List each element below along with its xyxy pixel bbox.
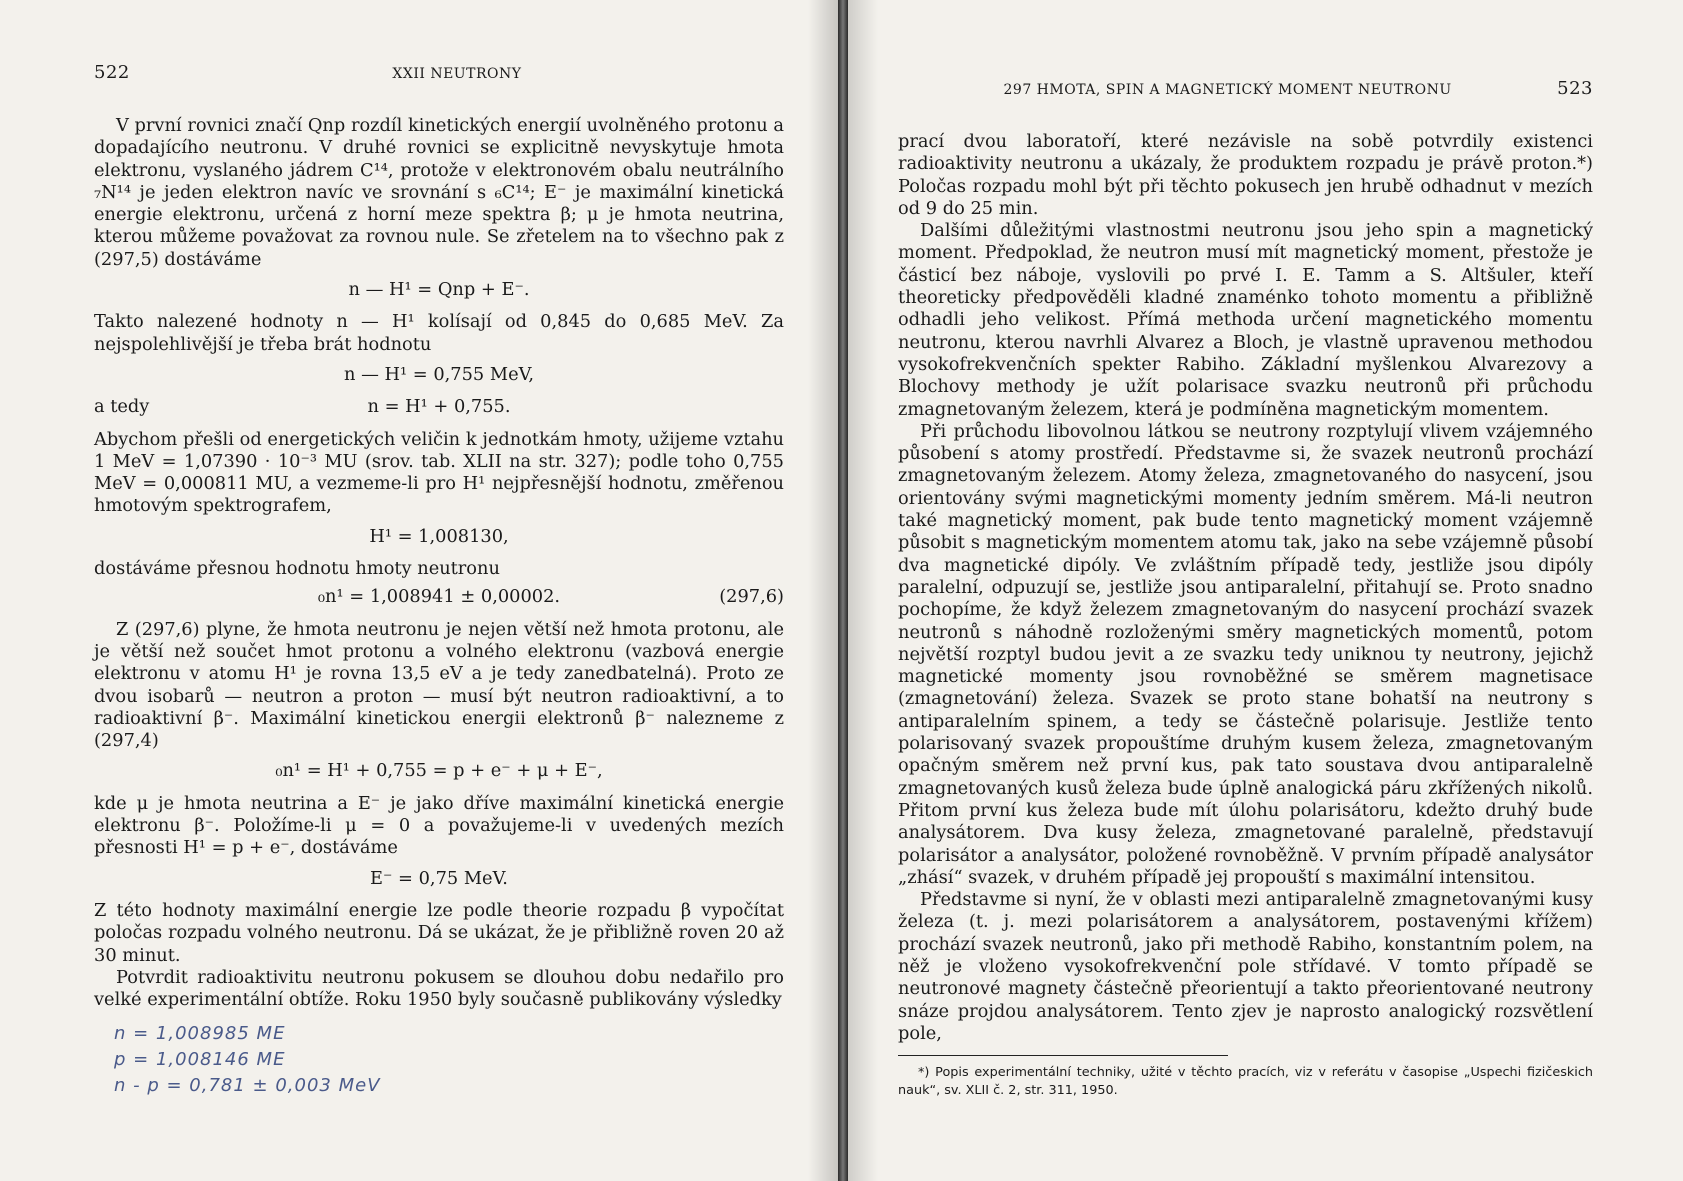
paragraph: Z (297,6) plyne, že hmota neutronu je nejen větší než hmota protonu, ale je větší než součet hmot protonu a volného elektronu (vazbová energie elektronu v atomu H¹ je rovna 13,5 eV a je tedy zanedbatelná). Proto ze dvou isobarů — neutron a proton — musí být neutron radioaktivní, a to radioaktivní β⁻. Maximální kinetickou energii elektronů β⁻ nalezneme z (297,4) — [94, 618, 784, 752]
formula: n = H¹ + 0,755. — [367, 396, 511, 418]
left-page-body — [94, 115, 784, 1011]
paragraph: dostáváme přesnou hodnotu hmoty neutronu — [94, 558, 500, 580]
paragraph: Představme si nyní, že v oblasti mezi antiparalelně zmagnetovanými kusy železa (t. j. mezi polarisátorem a analysátorem, postavenými křížem) prochází svazek neutronů, jako při methodě Rabiho, konstantním polem, na něž je vloženo vysokofrekvenční pole střídavé. V tomto případě se neutronové magnety částečně přeorientují a takto přeorientované neutrony snáze projdou analysátorem. Tento zjev je naprosto analogický rozsvětlení pole, — [898, 889, 1593, 1044]
left-page-header — [94, 62, 784, 83]
right-page-body — [898, 131, 1593, 1045]
right-page-header — [898, 78, 1593, 99]
right-page — [848, 0, 1683, 1181]
book-gutter — [838, 0, 848, 1181]
footnote: *) Popis experimentální techniky, užité v těchto pracích, viz v referátu v časopise „Uspechi fizičeskich nauk“, sv. XLII č. 2, str. 311, 1950. — [898, 1065, 1593, 1099]
paragraph: Potvrdit radioaktivitu neutronu pokusem se dlouhou dobu nedařilo pro velké experimentální obtíže. Roku 1950 byly současně publikovány výsledky — [94, 966, 784, 1011]
running-head: 297 HMOTA, SPIN A MAGNETICKÝ MOMENT NEUTRONU — [1003, 82, 1452, 98]
page-number: 523 — [1557, 78, 1593, 99]
handwritten-notes — [94, 1021, 784, 1099]
paragraph: Z této hodnoty maximální energie lze podle theorie rozpadu β vypočítat poločas rozpadu volného neutronu. Dá se ukázat, že je přibližně roven 20 až 30 minut. — [94, 899, 784, 966]
paragraph: Dalšími důležitými vlastnostmi neutronu jsou jeho spin a magnetický moment. Předpoklad, že neutron musí mít magnetický moment, přestože je částicí bez náboje, vyslovili po prvé I. E. Tamm a S. Altšuler, kteří theoreticky předpověděli kladné znaménko tohoto momentu a přibližně odhadli jeho velikost. Přímá methoda určení magnetického momentu neutronu, kterou navrhli Alvarez a Bloch, je vlastně upravenou methodou vysokofrekvenčních spekter Rabiho. Základní myšlenkou Alvarezovy a Blochovy methody je užít polarisace svazku neutronů při průchodu zmagnetovaným železem, která je podmíněna magnetickým momentem. — [898, 220, 1593, 420]
handwritten-note: n = 1,008985 ME — [114, 1023, 286, 1045]
formula-label: a tedy — [94, 396, 150, 418]
formula: n — H¹ = 0,755 MeV, — [343, 363, 535, 385]
formula-row — [94, 586, 784, 608]
formula: ₀n¹ = H¹ + 0,755 = p + e⁻ + μ + E⁻, — [275, 760, 603, 782]
formula: H¹ = 1,008130, — [369, 525, 509, 547]
page-number: 522 — [94, 62, 130, 83]
paragraph: Takto nalezené hodnoty n — H¹ kolísají od 0,845 do 0,685 MeV. Za nejspolehlivější je třeba brát hodnotu — [94, 311, 784, 355]
left-page — [0, 0, 838, 1181]
footnote-rule — [898, 1055, 1228, 1056]
formula-row — [94, 396, 784, 418]
paragraph: V první rovnici značí Qnp rozdíl kinetických energií uvolněného protonu a dopadajícího neutronu. V druhé rovnici se explicitně nevyskytuje hmota elektronu, vyslaného jádrem C¹⁴, protože v elektronovém obalu neutrálního ₇N¹⁴ je jeden elektron navíc ve srovnání s ₆C¹⁴; E⁻ je maximální kinetická energie elektronu, určená z horní meze spektra β; μ je hmota neutrina, kterou můžeme považovat za rovnou nule. Se zřetelem na to všechno pak z (297,5) dostáváme — [94, 115, 784, 270]
formula: n — H¹ = Qnp + E⁻. — [348, 279, 530, 301]
paragraph: prací dvou laboratoří, které nezávisle na sobě potvrdily existenci radioaktivity neutronu a ukázaly, že produktem rozpadu je právě proton.*) Poločas rozpadu mohl být při těchto pokusech jen hrubě odhadnut v mezích od 9 do 25 min. — [898, 131, 1593, 219]
handwritten-note: p = 1,008146 ME — [114, 1049, 286, 1071]
formula: ₀n¹ = 1,008941 ± 0,00002. — [317, 586, 561, 608]
paragraph: Abychom přešli od energetických veličin k jednotkám hmoty, užijeme vztahu 1 MeV = 1,07390 · 10⁻³ MU (srov. tab. XLII na str. 327); podle toho 0,755 MeV = 0,000811 MU, a vezmeme-li pro H¹ nejpřesnější hodnotu, změřenou hmotovým spektrografem, — [94, 428, 784, 517]
paragraph: kde μ je hmota neutrina a E⁻ je jako dříve maximální kinetická energie elektronu β⁻. Položíme-li μ = 0 a považujeme-li v uvedených mezích přesnosti H¹ = p + e⁻, dostáváme — [94, 792, 784, 859]
equation-number: (297,6) — [719, 586, 784, 608]
running-head: XXII NEUTRONY — [392, 66, 522, 82]
paragraph: Při průchodu libovolnou látkou se neutrony rozptylují vlivem vzájemného působení s atomy prostředí. Představme si, že svazek neutronů prochází zmagnetovaným železem. Atomy železa, zmagnetovaného do nasycení, jsou orientovány svými magnetickými momenty jedním směrem. Má-li neutron také magnetický moment, pak bude tento magnetický moment vzájemně působit s magnetickým momentem atomu tak, jako na sebe vzájemně působí dva magnetické dipóly. Ve zvláštním případě tedy, jestliže jsou dipóly paralelní, odpuzují se, jestliže jsou antiparalelní, přitahují se. Proto snadno pochopíme, že když železem zmagnetovaným do nasycení prochází svazek neutronů s náhodně rozloženými směry magnetických momentů, potom největší rozptyl budou jevit a ze svazku tedy uniknou ty neutrony, jejichž magnetické momenty jsou rovnoběžné se směrem magnetisace (zmagnetování) železa. Svazek se proto stane bohatší na neutrony s antiparalelním spinem, a tedy se částečně polarisuje. Jestliže tento polarisovaný svazek propouštíme druhým kusem železa, zmagnetovaným opačným směrem než první kus, pak tato soustava dvou antiparalelně zmagnetovaných kusů železa bude úplně analogická páru zkřížených nikolů. Přitom první kus železa bude mít úlohu polarisátoru, kdežto druhý bude analysátorem. Dva kusy železa, zmagnetované paralelně, představují polarisátor a analysátor, položené rovnoběžně. V prvním případě analysátor „zhásí“ svazek, v druhém případě jej propouští s maximální intensitou. — [898, 420, 1593, 888]
formula: E⁻ = 0,75 MeV. — [370, 867, 508, 889]
handwritten-note: n - p = 0,781 ± 0,003 MeV — [114, 1075, 381, 1097]
